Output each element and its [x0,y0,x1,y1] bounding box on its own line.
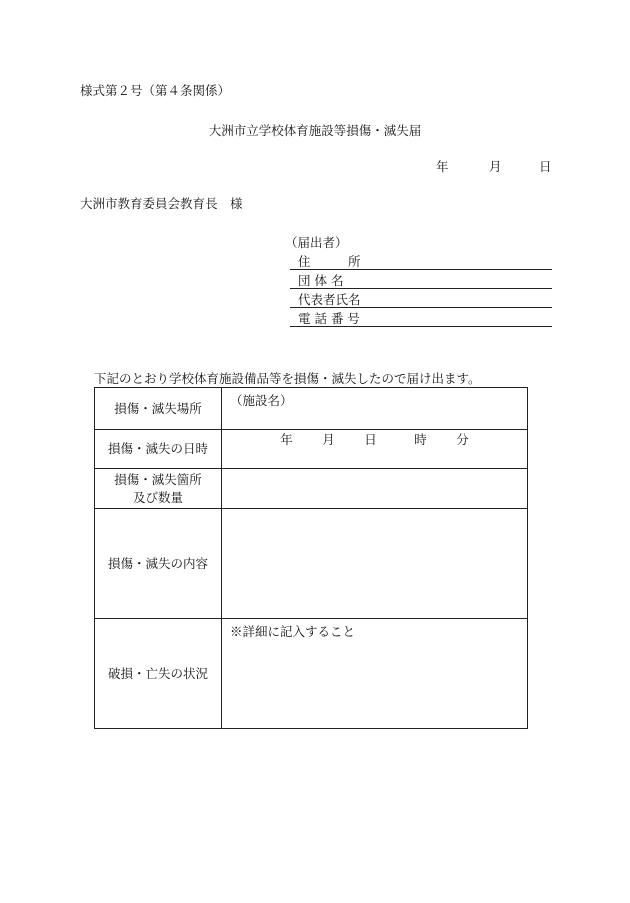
status-note: ※詳細に記入すること [230,624,356,639]
applicant-phone-row[interactable] [290,307,552,327]
datetime-hour: 時 [414,432,427,447]
status-label: 破損・亡失の状況 [95,619,222,729]
applicant-address-label: 住 所 [298,254,361,269]
date-year-label: 年 [436,159,449,174]
facility-name-note: （施設名） [230,393,293,408]
location-row [95,388,528,430]
report-table [94,387,528,729]
location-cell[interactable] [222,388,528,430]
form-reference: 様式第２号（第４条関係） [80,83,231,98]
datetime-month: 月 [322,432,335,447]
datetime-cell[interactable] [222,430,528,469]
status-cell[interactable] [222,619,528,729]
content-cell[interactable] [222,509,528,619]
applicant-group-label: 団 体 名 [298,273,344,288]
applicant-representative-row[interactable] [290,288,552,308]
datetime-row [95,430,528,469]
addressee: 大洲市教育委員会教育長 様 [80,196,243,211]
datetime-day: 日 [364,432,377,447]
intro-text: 下記のとおり学校体育施設備品等を損傷・滅失したので届け出ます。 [94,371,481,386]
datetime-label: 損傷・滅失の日時 [95,430,222,469]
applicant-address-row[interactable] [290,250,552,270]
status-row [95,619,528,729]
applicant-group-row[interactable] [290,269,552,289]
content-label: 損傷・滅失の内容 [95,509,222,619]
items-cell[interactable] [222,469,528,509]
items-row [95,469,528,509]
document-title: 大洲市立学校体育施設等損傷・滅失届 [208,123,422,138]
items-label [95,469,222,509]
content-row [95,509,528,619]
location-label: 損傷・滅失場所 [95,388,222,430]
datetime-year: 年 [280,432,293,447]
applicant-label: （届出者） [285,235,348,250]
datetime-minute: 分 [456,432,469,447]
applicant-representative-label: 代表者氏名 [298,292,361,307]
applicant-phone-label: 電 話 番 号 [298,311,360,326]
items-label-line1: 損傷・滅失箇所 [114,471,202,487]
items-label-line2: 及び数量 [132,489,183,505]
date-month-label: 月 [489,159,502,174]
date-day-label: 日 [539,159,552,174]
